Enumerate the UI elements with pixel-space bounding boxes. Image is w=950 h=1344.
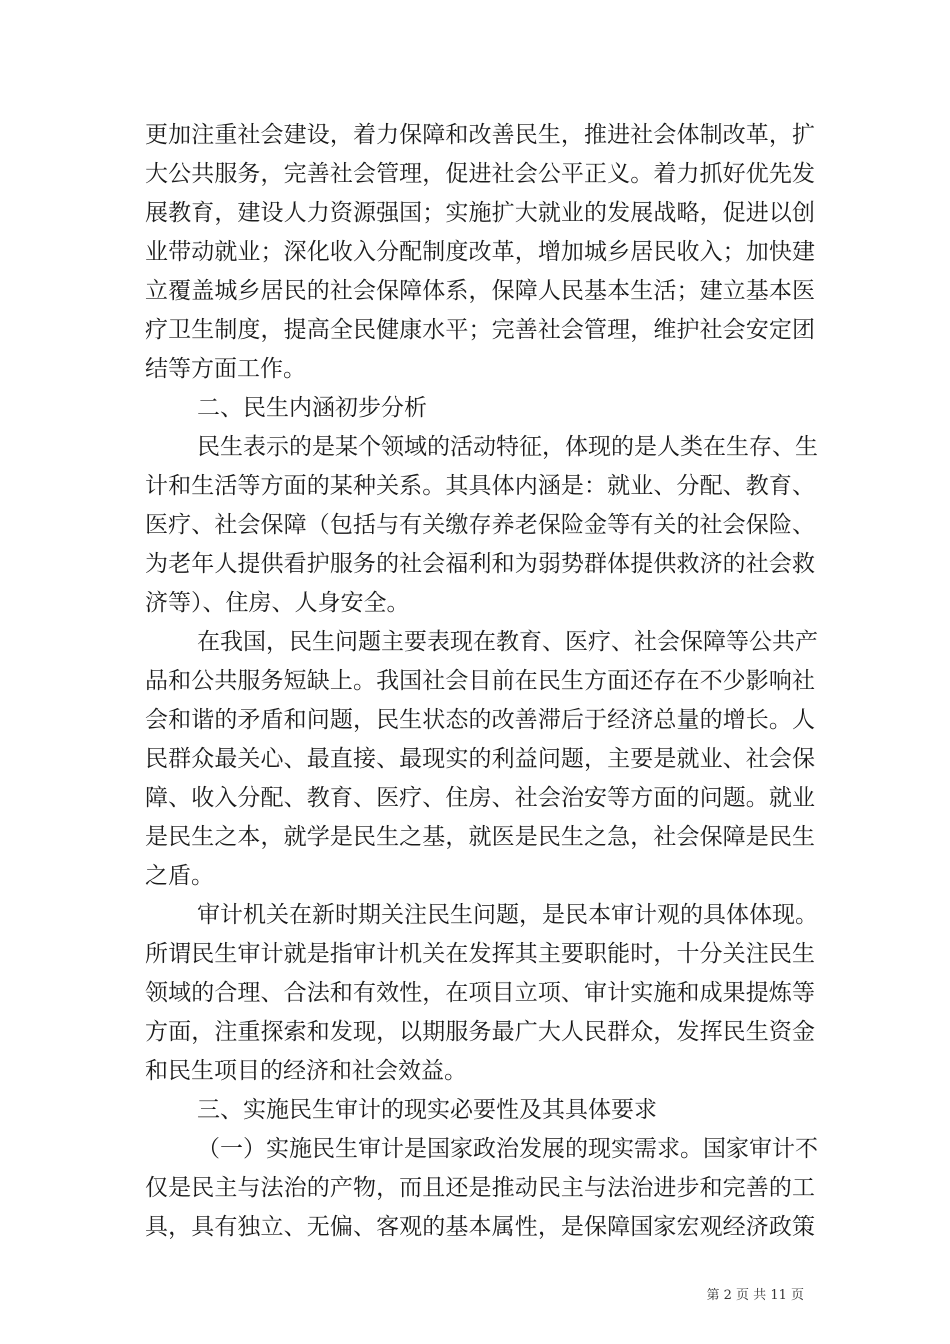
paragraph-line: 领域的合理、合法和有效性，在项目立项、审计实施和成果提炼等 — [145, 980, 815, 1006]
paragraph-line: 是民生之本，就学是民生之基，就医是民生之急，社会保障是民生 — [145, 824, 815, 850]
paragraph-line: 医疗、社会保障（包括与有关缴存养老保险金等有关的社会保险、 — [145, 512, 815, 538]
paragraph-line: 所谓民生审计就是指审计机关在发挥其主要职能时，十分关注民生 — [145, 941, 815, 967]
paragraph-line: 疗卫生制度，提高全民健康水平；完善社会管理，维护社会安定团 — [145, 317, 815, 343]
paragraph-line: 济等）、住房、人身安全。 — [145, 590, 410, 616]
paragraph-line: 大公共服务，完善社会管理，促进社会公平正义。着力抓好优先发 — [145, 161, 815, 187]
paragraph-line: 具，具有独立、无偏、客观的基本属性，是保障国家宏观经济政策 — [145, 1214, 815, 1240]
paragraph-line: 障、收入分配、教育、医疗、住房、社会治安等方面的问题。就业 — [145, 785, 815, 811]
paragraph-line: 和民生项目的经济和社会效益。 — [145, 1058, 467, 1084]
section-heading: 二、民生内涵初步分析 — [197, 395, 427, 421]
paragraph-line: 民生表示的是某个领域的活动特征，体现的是人类在生存、生 — [197, 434, 818, 460]
paragraph-line: 展教育，建设人力资源强国；实施扩大就业的发展战略，促进以创 — [145, 200, 815, 226]
paragraph-line: 民群众最关心、最直接、最现实的利益问题，主要是就业、社会保 — [145, 746, 815, 772]
paragraph-line: 业带动就业；深化收入分配制度改革，增加城乡居民收入；加快建 — [145, 239, 815, 265]
paragraph-line: 结等方面工作。 — [145, 356, 306, 382]
paragraph-line: 会和谐的矛盾和问题，民生状态的改善滞后于经济总量的增长。人 — [145, 707, 815, 733]
section-heading: 三、实施民生审计的现实必要性及其具体要求 — [197, 1097, 657, 1123]
paragraph-line: 仅是民主与法治的产物，而且还是推动民主与法治进步和完善的工 — [145, 1175, 815, 1201]
paragraph-line: 审计机关在新时期关注民生问题，是民本审计观的具体体现。 — [197, 902, 818, 928]
page-number: 第 2 页 共 11 页 — [706, 1288, 804, 1303]
paragraph-line: （一）实施民生审计是国家政治发展的现实需求。国家审计不 — [197, 1136, 818, 1162]
paragraph-line: 立覆盖城乡居民的社会保障体系，保障人民基本生活；建立基本医 — [145, 278, 815, 304]
paragraph-line: 品和公共服务短缺上。我国社会目前在民生方面还存在不少影响社 — [145, 668, 815, 694]
paragraph-line: 方面，注重探索和发现，以期服务最广大人民群众，发挥民生资金 — [145, 1019, 815, 1045]
paragraph-line: 为老年人提供看护服务的社会福利和为弱势群体提供救济的社会救 — [145, 551, 815, 577]
paragraph-line: 在我国，民生问题主要表现在教育、医疗、社会保障等公共产 — [197, 629, 818, 655]
paragraph-line: 之盾。 — [145, 863, 214, 889]
paragraph-line: 更加注重社会建设，着力保障和改善民生，推进社会体制改革，扩 — [145, 122, 815, 148]
paragraph-line: 计和生活等方面的某种关系。其具体内涵是：就业、分配、教育、 — [145, 473, 815, 499]
